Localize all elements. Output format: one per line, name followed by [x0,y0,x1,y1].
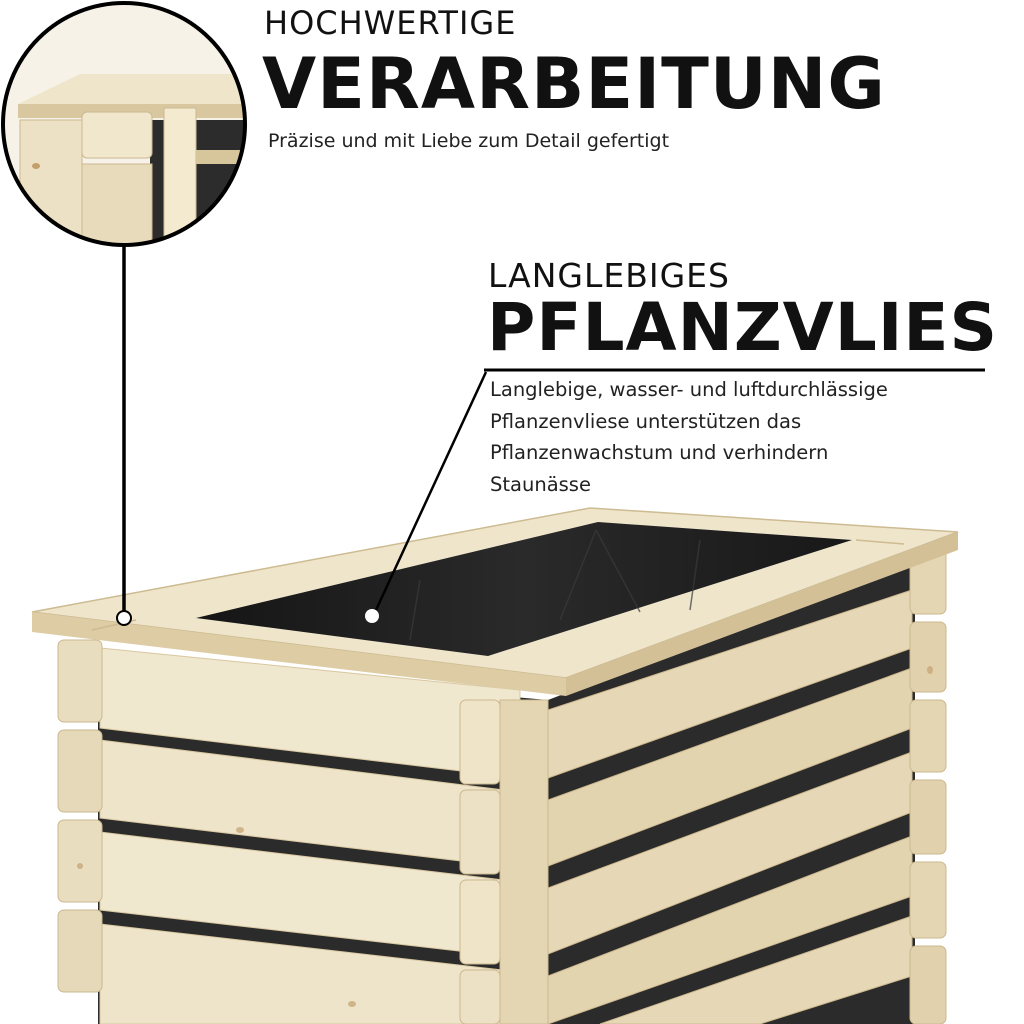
description-line: Pflanzenwachstum und verhindern [490,441,829,464]
description-line: Pflanzenvliese unterstützen das [490,409,802,433]
feature-1-kicker: HOCHWERTIGE [264,4,517,42]
middle-corner-blocks [460,700,548,1024]
callout-dot-fleece [365,609,379,623]
raised-bed [32,508,958,1024]
feature-2-title: PFLANZVLIES [487,289,998,366]
description-line: Langlebige, wasser- und luftdurchlässige [490,378,888,401]
feature-1-title: VERARBEITUNG [262,43,886,125]
feature-2-description [490,374,990,500]
feature-2-kicker: LANGLEBIGES [488,256,730,295]
feature-1-subtitle: Präzise und mit Liebe zum Detail gefertigt [268,130,670,152]
left-corner-blocks [58,640,102,992]
right-corner-blocks [910,548,946,1024]
callout-dot-rim [117,611,131,625]
detail-zoom-circle [0,0,250,250]
description-line: Staunässe [490,472,591,496]
